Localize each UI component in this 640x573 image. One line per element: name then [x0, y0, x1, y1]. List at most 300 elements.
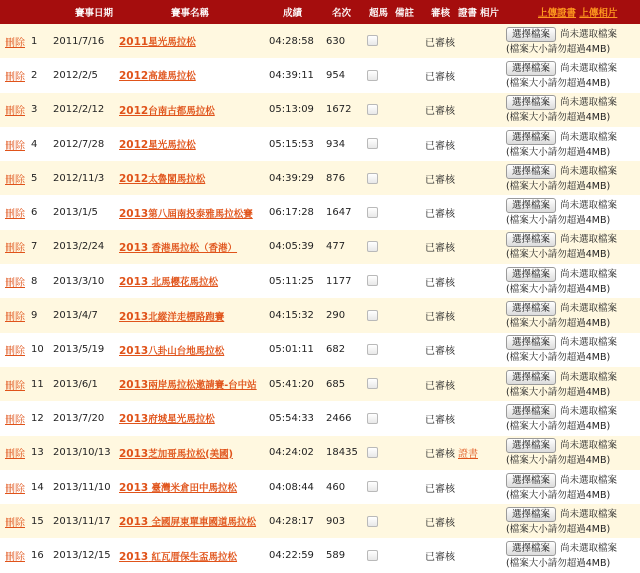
delete-link[interactable]: 刪除: [5, 414, 25, 426]
race-title: 香港馬拉松（香港）: [148, 242, 238, 254]
choose-file-button[interactable]: 選擇檔案: [506, 404, 556, 419]
race-title: 太魯閣馬拉松: [148, 174, 206, 186]
delete-link[interactable]: 刪除: [5, 346, 25, 358]
header-upload: [506, 0, 640, 24]
race-year: 2013: [119, 207, 149, 220]
race-title: 星光馬拉松: [148, 140, 196, 152]
ultra-cell: [367, 24, 395, 58]
upload-photo-link[interactable]: 上傳相片: [579, 8, 618, 19]
rank: 460: [326, 481, 346, 493]
race-date: 2012/11/3: [53, 172, 105, 184]
upload-cell: [506, 538, 640, 572]
ultra-cell: [367, 58, 395, 92]
cert-cell: [458, 504, 480, 538]
race-name-cell: [119, 401, 269, 435]
choose-file-button[interactable]: 選擇檔案: [506, 473, 556, 488]
photo-cell: [480, 504, 506, 538]
row-index: 14: [31, 481, 44, 493]
table-row: [0, 298, 640, 332]
header-rank: 名次: [332, 8, 352, 19]
finish-time: 04:28:17: [269, 515, 314, 527]
race-name-link[interactable]: [119, 346, 224, 357]
header-date: 賽事日期: [75, 8, 114, 19]
race-name-link[interactable]: [119, 483, 237, 494]
note-cell: [395, 230, 425, 264]
upload-cell: [506, 470, 640, 504]
race-name-link[interactable]: [119, 517, 256, 528]
ultra-cell: [367, 127, 395, 161]
upload-cell: [506, 264, 640, 298]
ultra-checkbox[interactable]: [367, 138, 378, 149]
race-date: 2013/1/5: [53, 207, 98, 219]
choose-file-button[interactable]: 選擇檔案: [506, 507, 556, 522]
ultra-checkbox[interactable]: [367, 310, 378, 321]
race-date: 2013/3/10: [53, 275, 105, 287]
header-delete: [0, 0, 31, 24]
cert-cell: [458, 333, 480, 367]
ultra-checkbox[interactable]: [367, 207, 378, 218]
choose-file-button[interactable]: 選擇檔案: [506, 95, 556, 110]
race-name-link[interactable]: [119, 37, 196, 48]
cert-cell: [458, 161, 480, 195]
finish-time: 05:15:53: [269, 138, 314, 150]
table-row: [0, 58, 640, 92]
row-index: 7: [31, 241, 38, 253]
delete-link[interactable]: 刪除: [5, 277, 25, 289]
cert-cell: [458, 298, 480, 332]
review-status: 已審核: [425, 209, 455, 221]
note-cell: [395, 161, 425, 195]
choose-file-button[interactable]: 選擇檔案: [506, 61, 556, 76]
race-title: 第八屆南投泰雅馬拉松賽: [148, 208, 253, 220]
race-year: 2012: [119, 139, 149, 152]
delete-cell: [0, 401, 31, 435]
race-title: 北馬櫻花馬拉松: [148, 277, 219, 289]
finish-time: 05:01:11: [269, 344, 314, 356]
ultra-checkbox[interactable]: [367, 241, 378, 252]
no-file-text: 尚未選取檔案: [560, 131, 618, 143]
race-date: 2013/7/20: [53, 412, 105, 424]
ultra-cell: [367, 298, 395, 332]
race-date: 2012/2/12: [53, 104, 105, 116]
finish-time: 04:39:29: [269, 172, 314, 184]
delete-cell: [0, 436, 31, 470]
cert-cell: [458, 58, 480, 92]
note-cell: [395, 127, 425, 161]
file-size-hint: (檔案大小請勿超過4MB): [506, 283, 611, 295]
delete-cell: [0, 367, 31, 401]
photo-cell: [480, 333, 506, 367]
no-file-text: 尚未選取檔案: [560, 371, 618, 383]
no-file-text: 尚未選取檔案: [560, 440, 618, 452]
delete-link[interactable]: 刪除: [5, 243, 25, 255]
cert-cell: [458, 24, 480, 58]
race-date: 2012/2/5: [53, 69, 98, 81]
file-size-hint: (檔案大小請勿超過4MB): [506, 455, 611, 467]
delete-link[interactable]: 刪除: [5, 37, 25, 49]
race-name-cell: [119, 58, 269, 92]
delete-link[interactable]: 刪除: [5, 483, 25, 495]
header-photo: 相片: [480, 8, 500, 19]
ultra-checkbox[interactable]: [367, 344, 378, 355]
file-size-hint: (檔案大小請勿超過4MB): [506, 112, 611, 124]
finish-time: 04:08:44: [269, 481, 314, 493]
race-date: 2013/4/7: [53, 310, 98, 322]
no-file-text: 尚未選取檔案: [560, 234, 618, 246]
race-year: 2013: [119, 413, 149, 426]
table-row: [0, 504, 640, 538]
photo-cell: [480, 264, 506, 298]
cert-cell: [458, 401, 480, 435]
file-size-hint: (檔案大小請勿超過4MB): [506, 318, 611, 330]
photo-cell: [480, 58, 506, 92]
race-title: 星光馬拉松: [148, 37, 196, 49]
rank: 1177: [326, 275, 352, 287]
row-index: 9: [31, 310, 38, 322]
table-row: [0, 93, 640, 127]
review-status: 已審核: [425, 552, 455, 564]
finish-time: 04:24:02: [269, 447, 314, 459]
delete-cell: [0, 504, 31, 538]
note-cell: [395, 24, 425, 58]
race-name-link[interactable]: [119, 243, 237, 254]
delete-cell: [0, 24, 31, 58]
choose-file-button[interactable]: 選擇檔案: [506, 370, 556, 385]
table-row: [0, 127, 640, 161]
row-index: 6: [31, 207, 38, 219]
race-name-link[interactable]: [119, 380, 257, 391]
row-index: 1: [31, 35, 38, 47]
race-name-link[interactable]: [119, 552, 237, 563]
cert-cell: [458, 264, 480, 298]
note-cell: [395, 93, 425, 127]
photo-cell: [480, 436, 506, 470]
choose-file-button[interactable]: 選擇檔案: [506, 198, 556, 213]
upload-cert-link[interactable]: 上傳證書: [538, 8, 577, 19]
rank: 589: [326, 550, 346, 562]
race-title: 臺灣米倉田中馬拉松: [148, 483, 238, 494]
choose-file-button[interactable]: 選擇檔案: [506, 130, 556, 145]
rank: 630: [326, 35, 346, 47]
rank: 903: [326, 515, 346, 527]
race-name-link[interactable]: [119, 106, 215, 117]
table-row: [0, 161, 640, 195]
delete-link[interactable]: 刪除: [5, 552, 25, 564]
delete-link[interactable]: 刪除: [5, 174, 25, 186]
rank: 18435: [326, 447, 358, 459]
finish-time: 05:41:20: [269, 378, 314, 390]
upload-cell: [506, 93, 640, 127]
review-status: 已審核: [425, 380, 455, 392]
table-row: [0, 333, 640, 367]
review-status: 已審核: [425, 449, 455, 461]
note-cell: [395, 504, 425, 538]
file-size-hint: (檔案大小請勿超過4MB): [506, 43, 611, 55]
race-name-cell: [119, 230, 269, 264]
no-file-text: 尚未選取檔案: [560, 508, 618, 520]
cert-cell: [458, 436, 480, 470]
no-file-text: 尚未選取檔案: [560, 337, 618, 349]
race-name-cell: [119, 470, 269, 504]
race-name-link[interactable]: [119, 209, 253, 220]
no-file-text: 尚未選取檔案: [560, 303, 618, 315]
race-name-cell: [119, 333, 269, 367]
ultra-cell: [367, 538, 395, 572]
cert-cell: [458, 93, 480, 127]
no-file-text: 尚未選取檔案: [560, 62, 618, 74]
note-cell: [395, 264, 425, 298]
cert-cell: [458, 127, 480, 161]
ultra-checkbox[interactable]: [367, 447, 378, 458]
ultra-checkbox[interactable]: [367, 516, 378, 527]
cert-link[interactable]: 證書: [458, 449, 478, 461]
note-cell: [395, 58, 425, 92]
table-row: [0, 195, 640, 229]
note-cell: [395, 195, 425, 229]
ultra-checkbox[interactable]: [367, 173, 378, 184]
finish-time: 05:54:33: [269, 412, 314, 424]
delete-link[interactable]: 刪除: [5, 140, 25, 152]
table-row: [0, 367, 640, 401]
race-title: 高雄馬拉松: [148, 71, 196, 83]
no-file-text: 尚未選取檔案: [560, 268, 618, 280]
upload-cell: [506, 504, 640, 538]
review-status: 已審核: [425, 312, 455, 324]
finish-time: 04:15:32: [269, 310, 314, 322]
cert-cell: [458, 367, 480, 401]
no-file-text: 尚未選取檔案: [560, 200, 618, 212]
photo-cell: [480, 401, 506, 435]
race-year: 2012: [119, 173, 149, 186]
ultra-cell: [367, 504, 395, 538]
table-header-row: [0, 0, 640, 24]
race-name-link[interactable]: [119, 174, 205, 185]
ultra-cell: [367, 436, 395, 470]
race-year: 2013: [119, 379, 149, 392]
file-size-hint: (檔案大小請勿超過4MB): [506, 249, 611, 261]
race-date: 2013/10/13: [53, 447, 111, 459]
ultra-checkbox[interactable]: [367, 481, 378, 492]
race-name-cell: [119, 298, 269, 332]
review-status: 已審核: [425, 483, 455, 495]
race-name-link[interactable]: [119, 449, 233, 460]
review-status: 已審核: [425, 414, 455, 426]
race-name-link[interactable]: [119, 71, 196, 82]
delete-link[interactable]: 刪除: [5, 106, 25, 118]
rank: 290: [326, 310, 346, 322]
race-year: 2013: [119, 550, 149, 563]
race-name-cell: [119, 504, 269, 538]
race-title: 兩岸馬拉松邀請賽-台中站: [148, 380, 257, 392]
note-cell: [395, 401, 425, 435]
photo-cell: [480, 93, 506, 127]
file-size-hint: (檔案大小請勿超過4MB): [506, 77, 611, 89]
race-title: 府城星光馬拉松: [148, 414, 215, 426]
review-status: 已審核: [425, 277, 455, 289]
delete-link[interactable]: 刪除: [5, 380, 25, 392]
delete-link[interactable]: 刪除: [5, 71, 25, 83]
cert-cell: [458, 230, 480, 264]
file-size-hint: (檔案大小請勿超過4MB): [506, 352, 611, 364]
race-year: 2013: [119, 482, 149, 494]
no-file-text: 尚未選取檔案: [560, 405, 618, 417]
race-year: 2013: [119, 310, 149, 323]
rank: 2466: [326, 412, 352, 424]
delete-cell: [0, 161, 31, 195]
header-ultra: 超馬: [369, 8, 389, 19]
choose-file-button[interactable]: 選擇檔案: [506, 541, 556, 556]
delete-cell: [0, 298, 31, 332]
delete-link[interactable]: 刪除: [5, 312, 25, 324]
note-cell: [395, 436, 425, 470]
race-date: 2013/2/24: [53, 241, 105, 253]
ultra-cell: [367, 195, 395, 229]
race-name-cell: [119, 127, 269, 161]
race-name-link[interactable]: [119, 312, 224, 323]
finish-time: 04:05:39: [269, 241, 314, 253]
header-time: 成績: [283, 8, 303, 19]
choose-file-button[interactable]: 選擇檔案: [506, 27, 556, 42]
delete-cell: [0, 195, 31, 229]
table-body: [0, 24, 640, 573]
ultra-cell: [367, 264, 395, 298]
rank: 1672: [326, 104, 352, 116]
delete-cell: [0, 264, 31, 298]
upload-cell: [506, 161, 640, 195]
header-name: 賽事名稱: [171, 8, 210, 19]
header-note: 備註: [395, 8, 415, 19]
delete-link[interactable]: 刪除: [5, 517, 25, 529]
review-status: 已審核: [425, 106, 455, 118]
race-name-cell: [119, 264, 269, 298]
ultra-checkbox[interactable]: [367, 550, 378, 561]
review-status: 已審核: [425, 517, 455, 529]
race-name-cell: [119, 538, 269, 572]
race-date: 2013/11/17: [53, 515, 111, 527]
row-index: 3: [31, 104, 38, 116]
note-cell: [395, 367, 425, 401]
upload-cell: [506, 333, 640, 367]
note-cell: [395, 298, 425, 332]
ultra-cell: [367, 470, 395, 504]
finish-time: 06:17:28: [269, 207, 314, 219]
upload-cell: [506, 230, 640, 264]
note-cell: [395, 538, 425, 572]
photo-cell: [480, 195, 506, 229]
photo-cell: [480, 127, 506, 161]
ultra-checkbox[interactable]: [367, 104, 378, 115]
race-title: 台南古都馬拉松: [148, 105, 215, 117]
choose-file-button[interactable]: 選擇檔案: [506, 301, 556, 316]
race-name-link[interactable]: [119, 277, 218, 288]
upload-cell: [506, 367, 640, 401]
finish-time: 04:22:59: [269, 550, 314, 562]
no-file-text: 尚未選取檔案: [560, 28, 618, 40]
ultra-checkbox[interactable]: [367, 275, 378, 286]
choose-file-button[interactable]: 選擇檔案: [506, 164, 556, 179]
header-review: 審核: [431, 8, 451, 19]
review-status: 已審核: [425, 346, 455, 358]
row-index: 2: [31, 69, 38, 81]
race-date: 2011/7/16: [53, 35, 105, 47]
ultra-checkbox[interactable]: [367, 70, 378, 81]
ultra-checkbox[interactable]: [367, 378, 378, 389]
review-status: 已審核: [425, 71, 455, 83]
choose-file-button[interactable]: 選擇檔案: [506, 438, 556, 453]
row-index: 12: [31, 412, 44, 424]
ultra-checkbox[interactable]: [367, 413, 378, 424]
table-row: [0, 470, 640, 504]
race-date: 2013/11/10: [53, 481, 111, 493]
photo-cell: [480, 298, 506, 332]
rank: 477: [326, 241, 346, 253]
file-size-hint: (檔案大小請勿超過4MB): [506, 215, 611, 227]
header-cert: 證書: [458, 8, 478, 19]
table-row: [0, 538, 640, 572]
upload-cell: [506, 195, 640, 229]
review-status: 已審核: [425, 174, 455, 186]
delete-cell: [0, 58, 31, 92]
rank: 685: [326, 378, 346, 390]
row-index: 4: [31, 138, 38, 150]
race-name-cell: [119, 367, 269, 401]
race-name-cell: [119, 24, 269, 58]
race-title: 全國屏東單車國道馬拉松: [148, 517, 257, 529]
upload-cell: [506, 58, 640, 92]
no-file-text: 尚未選取檔案: [560, 474, 618, 486]
upload-cell: [506, 436, 640, 470]
cert-cell: [458, 470, 480, 504]
finish-time: 04:39:11: [269, 69, 314, 81]
no-file-text: 尚未選取檔案: [560, 543, 618, 555]
ultra-checkbox[interactable]: [367, 35, 378, 46]
ultra-cell: [367, 161, 395, 195]
finish-time: 05:11:25: [269, 275, 314, 287]
delete-link[interactable]: 刪除: [5, 209, 25, 221]
choose-file-button[interactable]: 選擇檔案: [506, 335, 556, 350]
cert-cell: [458, 195, 480, 229]
choose-file-button[interactable]: 選擇檔案: [506, 232, 556, 247]
race-date: 2013/5/19: [53, 344, 105, 356]
race-year: 2012: [119, 104, 149, 117]
rank: 934: [326, 138, 346, 150]
rank: 1647: [326, 207, 352, 219]
table-row: [0, 264, 640, 298]
review-status: 已審核: [425, 37, 455, 49]
race-name-cell: [119, 93, 269, 127]
race-title: 八卦山台地馬拉松: [148, 345, 225, 357]
race-name-link[interactable]: [119, 414, 215, 425]
table-row: [0, 230, 640, 264]
race-year: 2013: [119, 344, 149, 357]
table-row: [0, 24, 640, 58]
ultra-cell: [367, 333, 395, 367]
ultra-cell: [367, 401, 395, 435]
delete-cell: [0, 230, 31, 264]
review-status: 已審核: [425, 140, 455, 152]
race-name-link[interactable]: [119, 140, 196, 151]
delete-link[interactable]: 刪除: [5, 449, 25, 461]
row-index: 5: [31, 172, 38, 184]
delete-cell: [0, 470, 31, 504]
cert-cell: [458, 538, 480, 572]
row-index: 8: [31, 275, 38, 287]
choose-file-button[interactable]: 選擇檔案: [506, 267, 556, 282]
race-date: 2013/12/15: [53, 550, 111, 562]
ultra-cell: [367, 230, 395, 264]
ultra-cell: [367, 93, 395, 127]
race-name-cell: [119, 195, 269, 229]
